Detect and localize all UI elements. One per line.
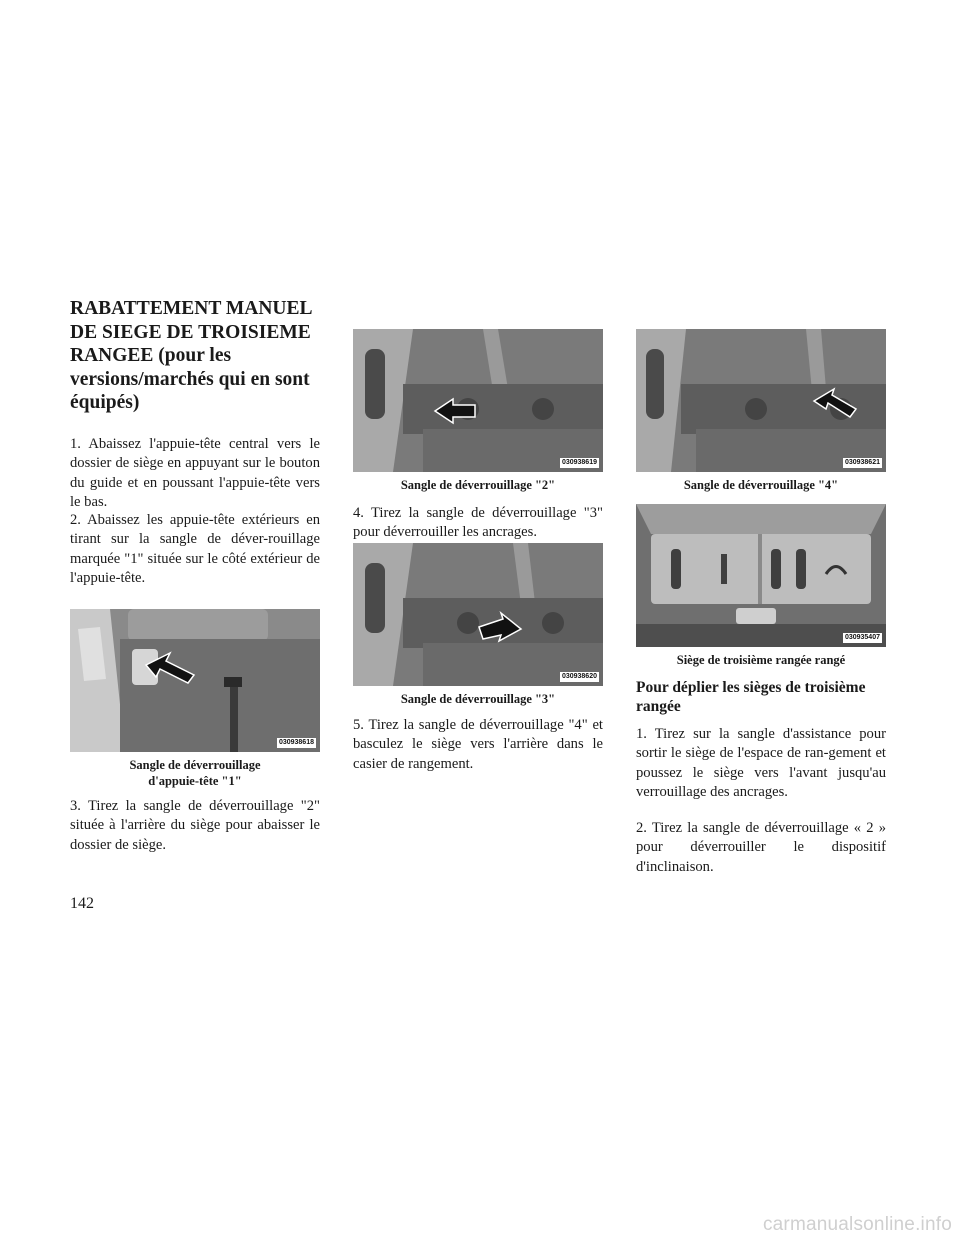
figure-strap-4: [636, 329, 886, 472]
figure-caption: [70, 758, 320, 789]
caption-line-1: Sangle de déverrouillage: [129, 758, 261, 772]
figure-id: 030935407: [844, 634, 880, 641]
seat-illustration: [636, 329, 886, 472]
unfold-subheading: Pour déplier les sièges de troisième rangée: [636, 679, 866, 715]
seat-illustration: [353, 329, 603, 472]
step-1-text: 1. Abaissez l'appuie-tête central vers le dossier de siège en appuyant sur le bouton du guide et en poussant l'appuie-tête vers le bas.: [70, 436, 320, 510]
figure-headrest-strap: [70, 609, 320, 752]
watermark: carmanualsonline.info: [762, 1214, 952, 1235]
figure-seat-stowed: [636, 504, 886, 647]
figure-strap-2: [353, 329, 603, 472]
figure-strap-3: [353, 543, 603, 686]
page-number: 142: [70, 895, 94, 912]
figure-id: 030938620: [561, 673, 597, 680]
unfold-step-2-text: 2. Tirez la sangle de déverrouillage « 2 » pour déverrouiller le dispositif d'inclinaison.: [636, 820, 886, 875]
figure-caption: Sangle de déverrouillage "3": [400, 692, 556, 706]
figure-caption: Sangle de déverrouillage "4": [683, 478, 839, 492]
unfold-step-1-text: 1. Tirez sur la sangle d'assistance pour sortir le siège de l'espace de ran-gement et poussez le siège vers l'avant jusqu'au verrouillage des ancrages.: [636, 726, 886, 800]
seat-illustration: [353, 543, 603, 686]
figure-id: 030938618: [278, 739, 314, 746]
section-heading: RABATTEMENT MANUEL DE SIEGE DE TROISIEME RANGEE (pour les versions/marchés qui en sont équipés): [70, 298, 312, 413]
figure-caption: Sangle de déverrouillage "2": [400, 478, 556, 492]
step-4-text: 4. Tirez la sangle de déverrouillage "3" pour déverrouiller les ancrages.: [353, 505, 603, 541]
cargo-illustration: [636, 504, 886, 647]
figure-id: 030938619: [561, 459, 597, 466]
figure-caption: Siège de troisième rangée rangé: [676, 653, 846, 667]
step-2-text: 2. Abaissez les appuie-tête extérieurs en tirant sur la sangle de déver-rouillage marquée "1" située sur le côté extérieur de l'appuie-tête.: [70, 512, 320, 586]
caption-line-2: d'appuie-tête "1": [148, 773, 242, 788]
figure-id: 030938621: [844, 459, 880, 466]
step-3-text: 3. Tirez la sangle de déverrouillage "2" située à l'arrière du siège pour abaisser le dossier de siège.: [70, 798, 320, 853]
step-5-text: 5. Tirez la sangle de déverrouillage "4" et basculez le siège vers l'arrière dans le casier de rangement.: [353, 717, 603, 772]
seat-illustration: [70, 609, 320, 752]
